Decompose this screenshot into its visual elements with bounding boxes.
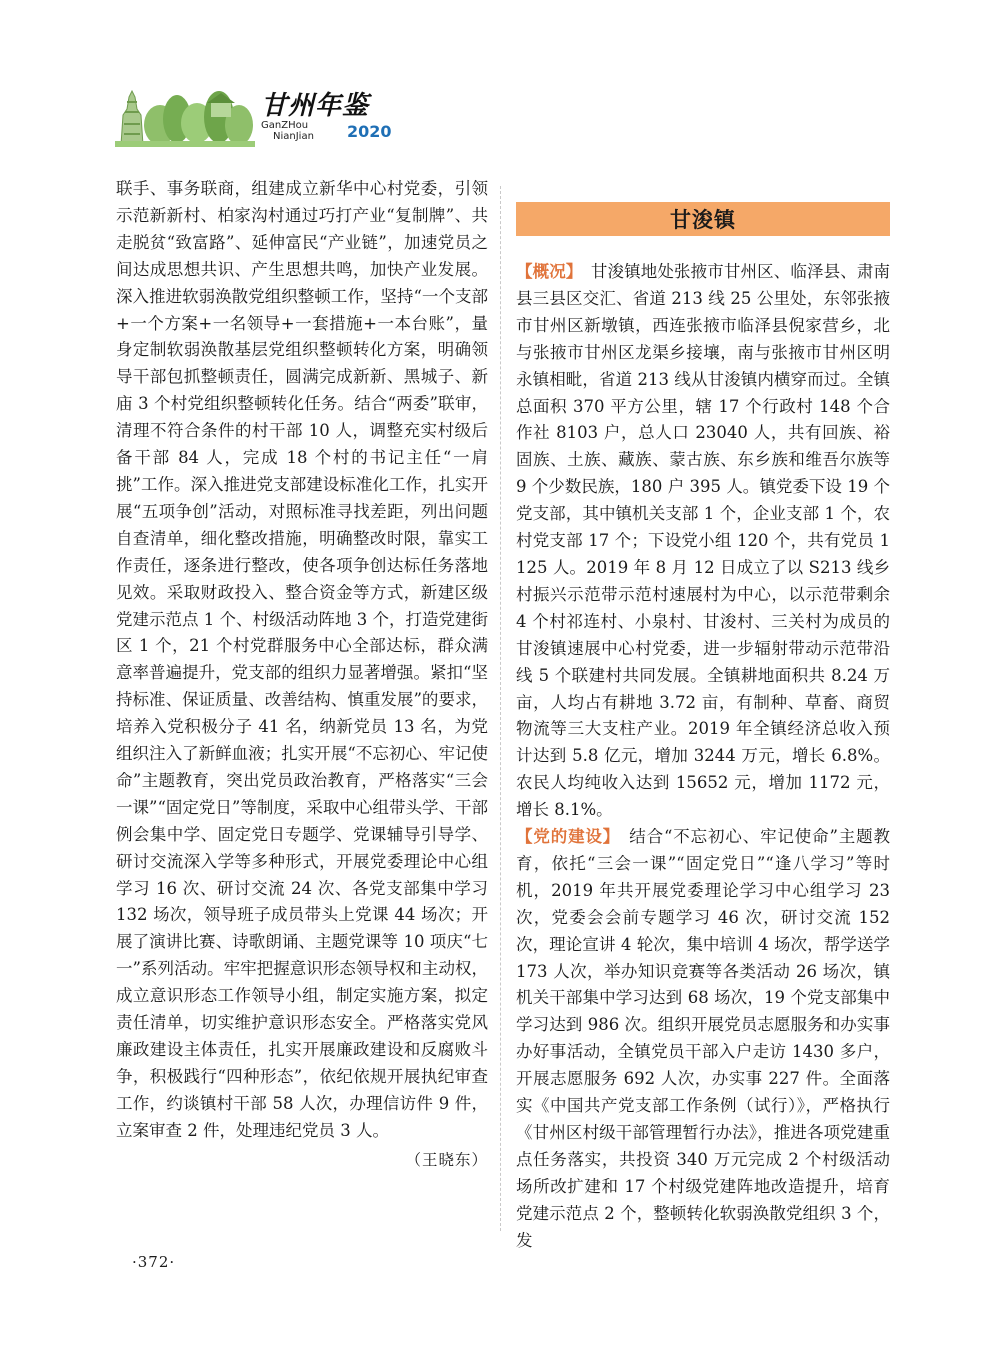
logo-year: 2020: [347, 122, 392, 141]
column-divider: [500, 186, 501, 1231]
author-signature: （王晓东）: [405, 1150, 488, 1169]
left-paragraph: 联手、事务联商，组建成立新华中心村党委，引领示范新新村、柏家沟村通过巧打产业“复制牌”、共走脱贫“致富路”、延伸富民“产业链”，加速党员之间达成思想共识、产生思想共鸣，加快产业发展。深入推进软弱涣散党组织整顿工作，坚持“一个支部+一个方案+一名领导+一套措施+一本台账”，量身定制软弱涣散基层党组织整顿转化方案，明确领导干部包抓整顿责任，圆满完成新新、黑城子、新庙 3 个村党组织整顿转化任务。结合“两委”联审，清理不符合条件的村干部 10 人，调整充实村级后备干部 84 人，完成 18 个村的书记主任“一肩挑”工作。深入推进党支部建设标准化工作，扎实开展“五项争创”活动，对照标准寻找差距，列出问题自查清单，细化整改措施，明确整改时限，靠实工作责任，逐条进行整改，使各项争创达标任务落地见效。采取财政投入、整合资金等方式，新建区级党建示范点 1 个、村级活动阵地 3 个，打造党建街区 1 个，21 个村党群服务中心全部达标，群众满意率普遍提升，党支部的组织力显著增强。紧扣“坚持标准、保证质量、改善结构、慎重发展”的要求，培养入党积极分子 41 名，纳新党员 13 名，为党组织注入了新鲜血液；扎实开展“不忘初心、牢记使命”主题教育，突出党员政治教育，严格落实“三会一课”“固定党日”等制度，采取中心组带头学、干部例会集中学、固定党日专题学、党课辅导引导学、研讨交流深入学等多种形式，开展党委理论中心组学习 16 次、研讨交流 24 次、各党支部集中学习 132 场次，领导班子成员带头上党课 44 场次；开展了演讲比赛、诗歌朗诵、主题党课等 10 项庆“七一”系列活动。牢牢把握意识形态领导权和主动权，成立意识形态工作领导小组，制定实施方案，拟定责任清单，切实维护意识形态安全。严格落实党风廉政建设主体责任，扎实开展廉政建设和反腐败斗争，积极践行“四种形态”，依纪依规开展执纪审查工作，约谈镇村干部 58 人次，办理信访件 9 件，立案审查 2 件，处理违纪党员 3 人。: [116, 179, 488, 1140]
overview-text: 甘浚镇地处张掖市甘州区、临泽县、肃南县三县区交汇、省道 213 线 25 公里处，东邻张掖市甘州区新墩镇，西连张掖市临泽县倪家营乡，北与张掖市甘州区龙渠乡接壤，南与张掖市甘州区明永镇相毗，省道 213 线从甘浚镇内横穿而过。全镇总面积 370 平方公里，辖 17 个行政村 148 个合作社 8103 户，总人口 23040 人，共有回族、裕固族、土族、藏族、蒙古族、东乡族和维吾尔族等 9 个少数民族，180 户 395 人。镇党委下设 19 个党支部，其中镇机关支部 1 个，企业支部 1 个，农村党支部 17 个；下设党小组 120 个，共有党员 1125 人。2019 年 8 月 12 日成立了以 S213 线乡村振兴示范带示范村速展村为中心，以示范带剩余 4 个村祁连村、小泉村、甘浚村、三关村为成员的甘浚镇速展中心村党委，进一步辐射带动示范带沿线 5 个联建村共同发展。全镇耕地面积共 8.24 万亩，人均占有耕地 3.72 亩，有制种、草畜、商贸物流等三大支柱产业。2019 年全镇经济总收入预计达到 5.8 亿元，增加 3244 万元，增长 6.8%。农民人均纯收入达到 15652 元，增加 1172 元，增长 8.1%。: [516, 262, 890, 820]
party-building-tag: 【党的建设】: [516, 827, 621, 847]
overview-tag: 【概况】: [516, 262, 583, 281]
section-banner: [516, 202, 890, 236]
logo-english-line1: GanZHou: [261, 120, 309, 131]
logo-title: 甘州年鉴: [261, 91, 370, 121]
party-building-text: 结合“不忘初心、牢记使命”主题教育，依托“三会一课”“固定党日”“逢八学习”等时机，2019 年共开展党委理论学习中心组学习 23 次，党委会会前专题学习 46 次，研讨交流 152 次，理论宣讲 4 轮次，集中培训 4 场次，帮学送学 173 人次，举办知识竞赛等各类活动 26 场次，镇机关干部集中学习达到 68 场次，19 个党支部集中学习达到 986 次。组织开展党员志愿服务和办实事办好事活动，全镇党员干部入户走访 1430 多户，开展志愿服务 692 人次，办实事 227 件。全面落实《中国共产党支部工作条例（试行）》，严格执行《甘州区村级干部管理暂行办法》，推进各项党建重点任务落实，共投资 340 万元完成 2 个村级活动场所改扩建和 17 个村级党建阵地改造提升，培育党建示范点 2 个，整顿转化软弱涣散党组织 3 个，发: [516, 827, 891, 1250]
party-building-paragraph: [516, 824, 890, 1255]
page-header: [115, 75, 415, 150]
overview-paragraph: [516, 259, 890, 824]
right-column: [516, 176, 890, 1255]
logo-landscape-icon: [115, 75, 255, 147]
section-title: 甘浚镇: [670, 208, 736, 232]
logo-english-line2: NianJian: [273, 131, 314, 142]
left-column: [116, 176, 488, 1171]
page-number: ·372·: [132, 1253, 176, 1271]
